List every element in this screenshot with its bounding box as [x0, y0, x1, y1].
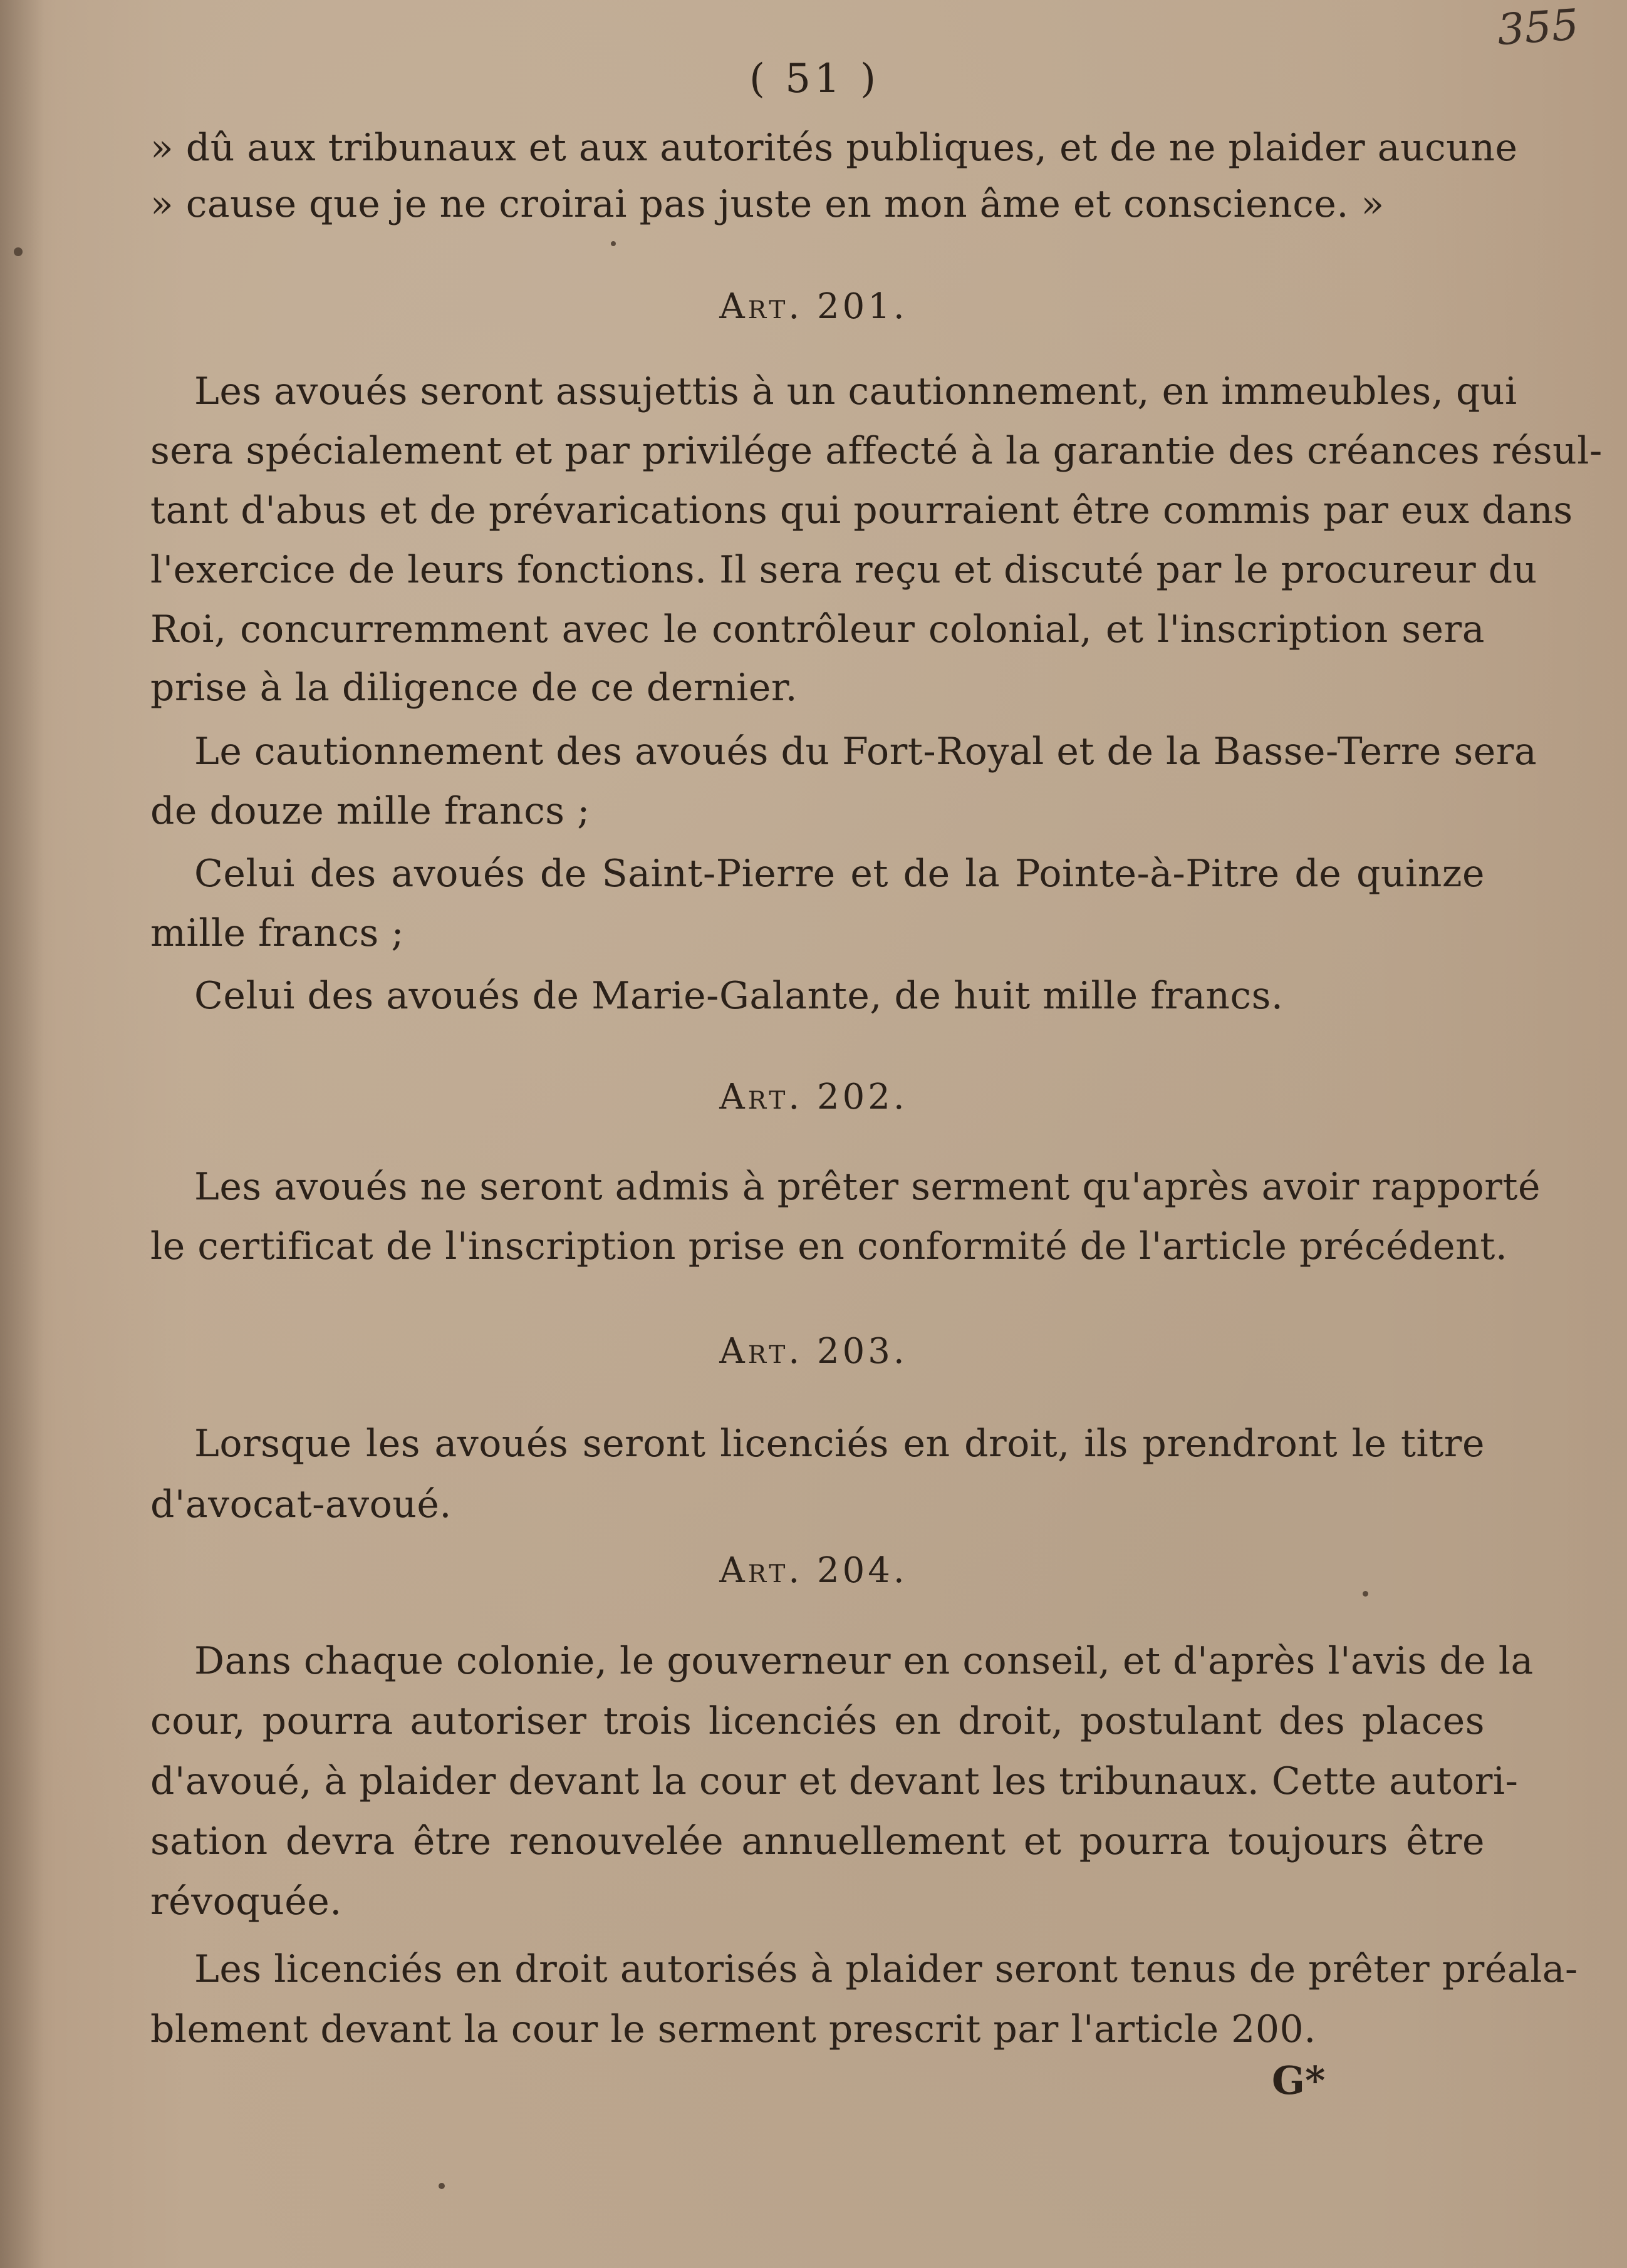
signature-mark: G* [1272, 2058, 1326, 2103]
text-line: révoquée. [150, 1880, 342, 1924]
text-line: le certificat de l'inscription prise en conformité de l'article précédent. [150, 1225, 1508, 1268]
text-line: sation devra être renouvelée annuellement et pourra toujours être [150, 1820, 1485, 1863]
text-line: sera spécialement et par privilége affecté à la garantie des créances résul- [150, 429, 1603, 473]
text-line: tant d'abus et de prévarications qui pourraient être commis par eux dans [150, 489, 1573, 532]
text-line: de douze mille francs ; [150, 789, 590, 833]
text-line: Celui des avoués de Marie-Galante, de huit mille francs. [194, 974, 1284, 1018]
text-line: Les avoués seront assujettis à un cautionnement, en immeubles, qui [194, 370, 1517, 413]
text-line: d'avoué, à plaider devant la cour et devant les tribunaux. Cette autori- [150, 1759, 1519, 1803]
text-line: Celui des avoués de Saint-Pierre et de la Pointe-à-Pitre de quinze [194, 852, 1485, 896]
text-line: cour, pourra autoriser trois licenciés en droit, postulant des places [150, 1699, 1485, 1743]
article-heading: Art. 203. [719, 1331, 908, 1372]
text-line: Lorsque les avoués seront licenciés en droit, ils prendront le titre [194, 1422, 1485, 1466]
text-line: prise à la diligence de ce dernier. [150, 666, 798, 710]
text-line: l'exercice de leurs fonctions. Il sera reçu et discuté par le procureur du [150, 548, 1537, 592]
paper-speck [1363, 1591, 1368, 1597]
article-heading: Art. 202. [719, 1077, 908, 1117]
text-line: mille francs ; [150, 911, 405, 955]
text-line: blement devant la cour le serment prescrit par l'article 200. [150, 2007, 1316, 2051]
text-line: » dû aux tribunaux et aux autorités publiques, et de ne plaider aucune [150, 126, 1518, 170]
text-line: Le cautionnement des avoués du Fort-Royal et de la Basse-Terre sera [194, 730, 1537, 774]
text-line: Les licenciés en droit autorisés à plaider seront tenus de prêter préala- [194, 1947, 1578, 1991]
text-line: Dans chaque colonie, le gouverneur en conseil, et d'après l'avis de la [194, 1639, 1534, 1683]
text-line: Roi, concurremment avec le contrôleur colonial, et l'inscription sera [150, 608, 1485, 651]
article-heading: Art. 201. [719, 286, 908, 327]
folio-number: 355 [1495, 0, 1581, 55]
text-line: d'avocat-avoué. [150, 1483, 452, 1526]
page-number: ( 51 ) [749, 56, 880, 102]
article-heading: Art. 204. [719, 1550, 908, 1591]
paper-speck [439, 2183, 445, 2189]
text-line: Les avoués ne seront admis à prêter serment qu'après avoir rapporté [194, 1165, 1541, 1209]
binding-shadow [0, 0, 44, 2268]
paper-speck [611, 241, 616, 246]
text-line: » cause que je ne croirai pas juste en mon âme et conscience. » [150, 182, 1385, 226]
paper-speck [14, 247, 23, 256]
